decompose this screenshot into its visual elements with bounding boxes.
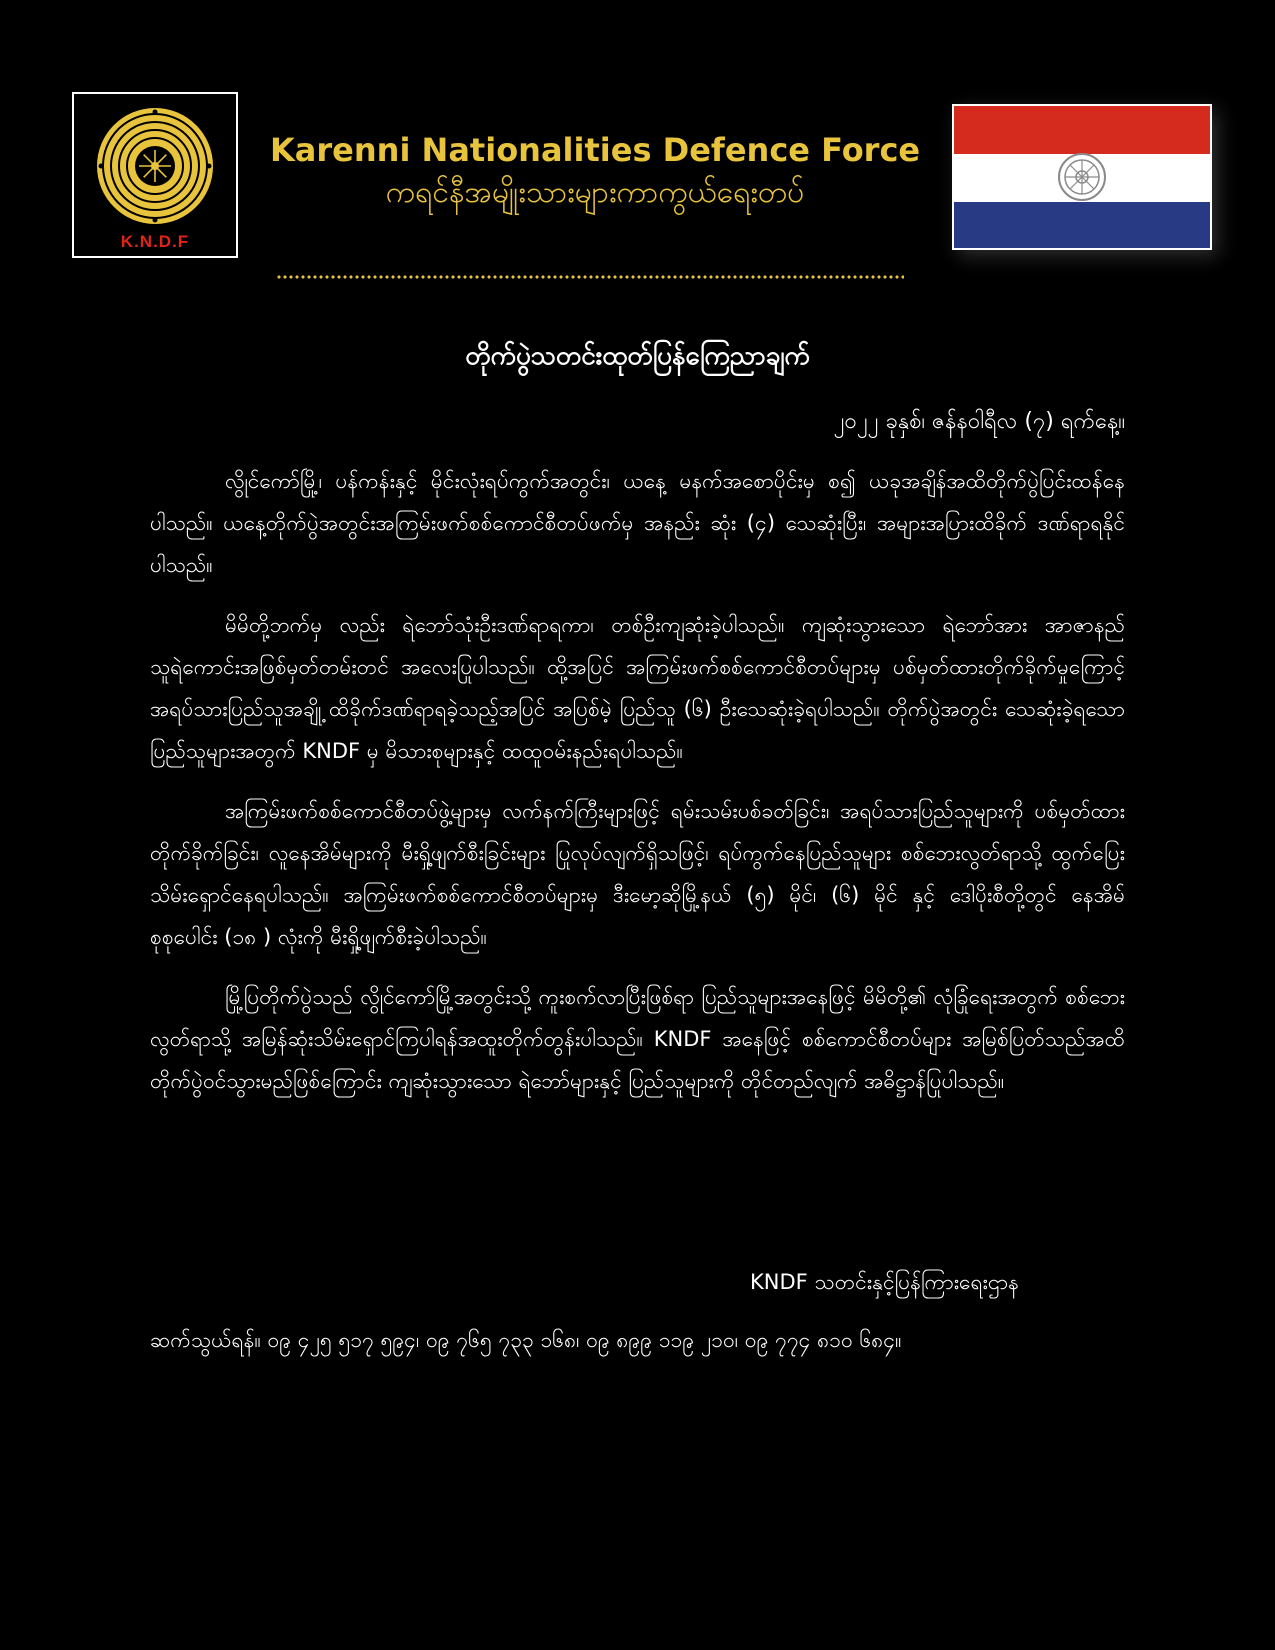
signature: KNDF သတင်းနှင့်ပြန်ကြားရေးဌာန — [750, 1270, 1019, 1294]
flag-wheel-icon — [1057, 152, 1107, 202]
logo-text: K.N.D.F — [120, 232, 190, 251]
paragraph: မြို့ပြတိုက်ပွဲသည် လွိုင်ကော်မြို့အတွင်းသို့ ကူးစက်လာပြီးဖြစ်ရာ ပြည်သူများအနေဖြင့် မိမိတို့၏ လုံခြုံရေးအတွက် စစ်ဘေးလွတ်ရာသို့ အမြန်ဆုံးသိမ်းရှောင်ကြပါရန်အထူးတိုက်တွန်းပါသည်။ KNDF အနေဖြင့် စစ်ကောင်စီတပ်များ အမြစ်ပြတ်သည်အထိ တိုက်ပွဲဝင်သွားမည်ဖြစ်ကြောင်း ကျဆုံးသွားသော ရဲဘော်များနှင့် ပြည်သူများကို တိုင်တည်လျက် အဓိဋ္ဌာန်ပြုပါသည်။ — [150, 985, 1125, 1093]
kndf-logo — [72, 92, 238, 258]
org-name-english: Karenni Nationalities Defence Force — [270, 131, 921, 169]
paragraph: မိမိတို့ဘက်မှ လည်း ရဲဘော်သုံးဦးဒဏ်ရာရကာ၊ တစ်ဦးကျဆုံးခဲ့ပါသည်။ ကျဆုံးသွားသော ရဲဘော်အား အာဇာနည် သူရဲကောင်းအဖြစ်မှတ်တမ်းတင် အလေးပြုပါသည်။ ထို့အပြင် အကြမ်းဖက်စစ်ကောင်စီတပ်များမှ ပစ်မှတ်ထားတိုက်ခိုက်မှုကြောင့် အရပ်သားပြည်သူအချို့ ထိခိုက်ဒဏ်ရာရခဲ့သည့်အပြင် အပြစ်မဲ့ ပြည်သူ (၆) ဦးသေဆုံးခဲ့ရပါသည်။ တိုက်ပွဲအတွင်း သေဆုံးခဲ့ရသော ပြည်သူများအတွက် KNDF မှ မိသားစုများနှင့် ထထူဝမ်းနည်းရပါသည်။ — [150, 613, 1125, 763]
contact-numbers: ဆက်သွယ်ရန်။ ၀၉ ၄၂၅ ၅၁၇ ၅၉၄၊ ၀၉ ၇၆၅ ၇၃၃ ၁၆၈၊ ၀၉ ၈၉၉ ၁၁၉ ၂၁၀၊ ၀၉ ၇၇၄ ၈၁၀ ၆၈၄။ — [150, 1328, 902, 1352]
org-name-myanmar: ကရင်နီအမျိုးသားများကာကွယ်ရေးတပ် — [385, 175, 805, 210]
paragraph: အကြမ်းဖက်စစ်ကောင်စီတပ်ဖွဲ့များမှ လက်နက်ကြီးများဖြင့် ရမ်းသမ်းပစ်ခတ်ခြင်း၊ အရပ်သားပြည်သူများကို ပစ်မှတ်ထားတိုက်ခိုက်ခြင်း၊ လူနေအိမ်များကို မီးရှို့ဖျက်စီးခြင်းများ ပြုလုပ်လျက်ရှိသဖြင့်၊ ရပ်ကွက်နေပြည်သူများ စစ်ဘေးလွတ်ရာသို့ ထွက်ပြေးသိမ်းရှောင်နေရပါသည်။ အကြမ်းဖက်စစ်ကောင်စီတပ်များမှ ဒီးမော့ဆိုမြို့နယ် (၅) မိုင်၊ (၆) မိုင် နှင့် ဒေါပိုးစီတို့တွင် နေအိမ် စုစုပေါင်း (၁၈ ) လုံးကို မီးရှို့ဖျက်စီးခဲ့ပါသည်။ — [150, 799, 1125, 949]
document-body — [150, 460, 1125, 1120]
document-date: ၂၀၂၂ ခုနှစ်၊ ဇန်နဝါရီလ (၇) ရက်နေ့။ — [833, 409, 1125, 434]
flag-red-stripe — [954, 106, 1210, 154]
karenni-flag — [952, 104, 1212, 250]
organization-name — [270, 130, 920, 216]
dotted-divider — [276, 274, 904, 280]
paragraph: လွိုင်ကော်မြို့၊ ပန်ကန်းနှင့် မိုင်းလုံးရပ်ကွက်အတွင်း၊ ယနေ့ မနက်အစောပိုင်းမှ စ၍ ယခုအချိန်အထိတိုက်ပွဲပြင်းထန်နေပါသည်။ ယနေ့တိုက်ပွဲအတွင်းအကြမ်းဖက်စစ်ကောင်စီတပ်ဖက်မှ အနည်း ဆုံး (၄) သေဆုံးပြီး၊ အများအပြားထိခိုက် ဒဏ်ရာရနိုင်ပါသည်။ — [150, 469, 1125, 577]
letterhead — [0, 0, 1275, 300]
document-title: တိုက်ပွဲသတင်းထုတ်ပြန်ကြေညာချက် — [465, 341, 810, 371]
flag-blue-stripe — [954, 202, 1210, 250]
